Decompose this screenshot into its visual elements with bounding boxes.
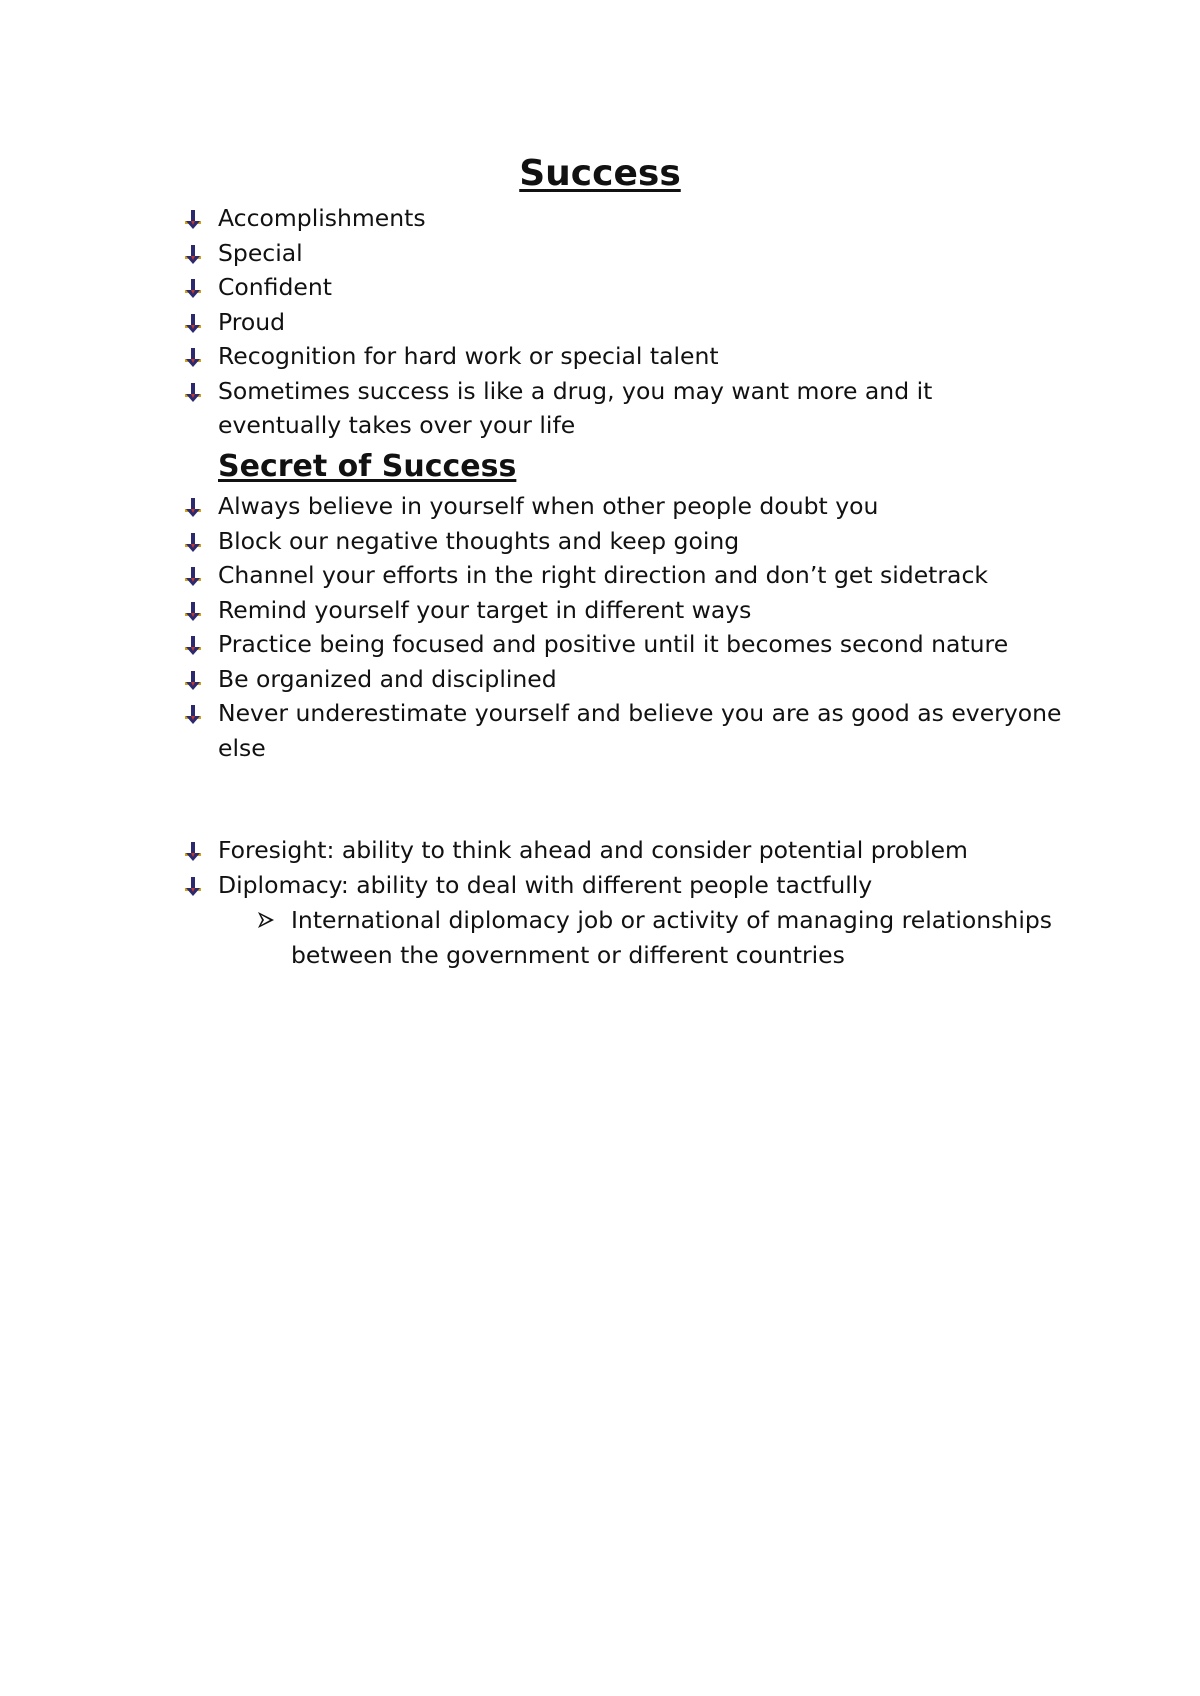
list-item-text: Remind yourself your target in different ways [218, 595, 752, 624]
down-arrow-bullet-icon [182, 669, 204, 691]
list-item [182, 696, 1062, 765]
down-arrow-bullet-icon [182, 496, 204, 518]
list-item-text: Sometimes success is like a drug, you may want more and it eventually takes over your life [218, 376, 933, 439]
down-arrow-bullet-icon [182, 565, 204, 587]
down-arrow-bullet-icon [182, 703, 204, 725]
list-item-text: Confident [218, 273, 332, 301]
list-item-text: Channel your efforts in the right direction and don’t get sidetrack [218, 561, 988, 589]
list-item [182, 489, 1062, 524]
list-item-text: Diplomacy: ability to deal with different people tactfully [218, 870, 873, 899]
arrowhead-bullet-icon [255, 909, 277, 931]
list-item-text: Always believe in yourself when other people doubt you [218, 492, 879, 520]
list-item-text: Be organized and disciplined [218, 664, 557, 693]
success-list [182, 201, 1062, 443]
list-item [182, 833, 1062, 868]
list-item [182, 305, 1062, 340]
list-item [182, 236, 1062, 271]
list-item [182, 593, 1062, 628]
list-item-text: Accomplishments [218, 204, 426, 232]
list-item-text: Proud [218, 307, 286, 336]
down-arrow-bullet-icon [182, 531, 204, 553]
list-item [182, 270, 1062, 305]
list-item [182, 868, 1062, 903]
list-item-text: Practice being focused and positive until it becomes second nature [218, 630, 1009, 658]
down-arrow-bullet-icon [182, 243, 204, 265]
down-arrow-bullet-icon [182, 208, 204, 230]
sub-list-item [255, 903, 1065, 972]
document-title: Success [519, 153, 681, 194]
diplomacy-sub-list [255, 903, 1065, 972]
list-item [182, 339, 1062, 374]
section-subtitle: Secret of Success [218, 449, 517, 484]
foresight-diplomacy-list [182, 833, 1062, 902]
list-item [182, 662, 1062, 697]
down-arrow-bullet-icon [182, 600, 204, 622]
list-item-text: Foresight: ability to think ahead and consider potential problem [218, 836, 968, 864]
down-arrow-bullet-icon [182, 875, 204, 897]
down-arrow-bullet-icon [182, 277, 204, 299]
list-item [182, 627, 1062, 662]
list-item-text: Special [218, 238, 303, 267]
down-arrow-bullet-icon [182, 634, 204, 656]
list-item-text: Recognition for hard work or special talent [218, 342, 719, 370]
list-item [182, 558, 1062, 593]
list-item [182, 201, 1062, 236]
list-item-text: Never underestimate yourself and believe you are as good as everyone else [218, 699, 1062, 762]
secret-of-success-list [182, 489, 1062, 765]
down-arrow-bullet-icon [182, 381, 204, 403]
list-item [182, 524, 1062, 559]
list-item [182, 374, 1062, 443]
sub-list-item-text: International diplomacy job or activity of managing relationships between the government or different countries [291, 906, 1053, 969]
down-arrow-bullet-icon [182, 346, 204, 368]
down-arrow-bullet-icon [182, 840, 204, 862]
list-item-text: Block our negative thoughts and keep going [218, 526, 740, 555]
down-arrow-bullet-icon [182, 312, 204, 334]
